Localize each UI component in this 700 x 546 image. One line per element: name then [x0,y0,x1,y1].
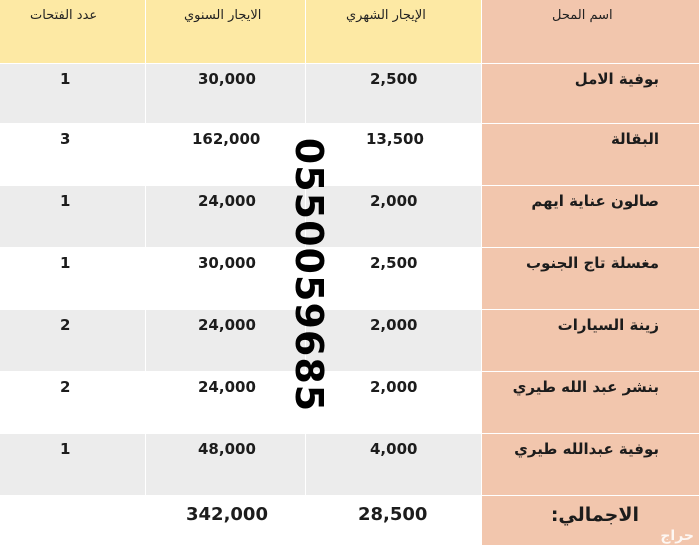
count-value: 3 [60,130,71,148]
shop-name: بنشر عبد الله طيري [512,378,659,396]
total-yearly: 342,000 [186,504,268,525]
shop-name: بوفية الامل [574,70,659,88]
monthly-value: 13,500 [366,130,424,148]
table-row [0,124,700,186]
count-value: 1 [60,440,71,458]
count-value: 2 [60,378,71,396]
count-value: 1 [60,254,71,272]
yearly-value: 30,000 [198,254,256,272]
header-monthly-cell [306,0,482,64]
count-value: 1 [60,70,71,88]
shop-name: مغسلة تاج الجنوب [526,254,659,272]
shop-name: بوفية عبدالله طيري [514,440,659,458]
table-row [0,64,700,124]
yearly-value: 24,000 [198,316,256,334]
header-yearly: الايجار السنوي [184,8,262,23]
table-header-row [0,0,700,64]
monthly-value: 2,500 [370,70,418,88]
total-row [0,496,700,546]
monthly-value: 2,500 [370,254,418,272]
header-count-cell [0,0,146,64]
header-name-cell [482,0,700,64]
count-value: 2 [60,316,71,334]
yearly-value: 24,000 [198,378,256,396]
total-count-cell [0,496,146,546]
shop-name: زينة السيارات [557,316,659,334]
monthly-value: 2,000 [370,192,418,210]
shop-name: البقالة [610,130,659,148]
yearly-value: 48,000 [198,440,256,458]
table-row [0,434,700,496]
monthly-value: 2,000 [370,316,418,334]
phone-number-overlay [268,137,350,413]
monthly-value: 2,000 [370,378,418,396]
total-label: الاجمالي: [550,504,639,526]
total-monthly: 28,500 [358,504,428,525]
table-row [0,186,700,248]
count-value: 1 [60,192,71,210]
yearly-value: 30,000 [198,70,256,88]
header-monthly: الإيجار الشهري [346,8,426,23]
monthly-value: 4,000 [370,440,418,458]
yearly-value: 162,000 [192,130,261,148]
header-count: عدد الفتحات [30,8,98,23]
shop-name: صالون عناية ايهم [531,192,659,210]
header-name: اسم المحل [552,8,613,23]
table-row [0,248,700,310]
table-row [0,372,700,434]
header-yearly-cell [146,0,306,64]
table-row [0,310,700,372]
phone-number: 0550059685 [287,137,331,413]
site-watermark: حراج [660,528,694,544]
yearly-value: 24,000 [198,192,256,210]
